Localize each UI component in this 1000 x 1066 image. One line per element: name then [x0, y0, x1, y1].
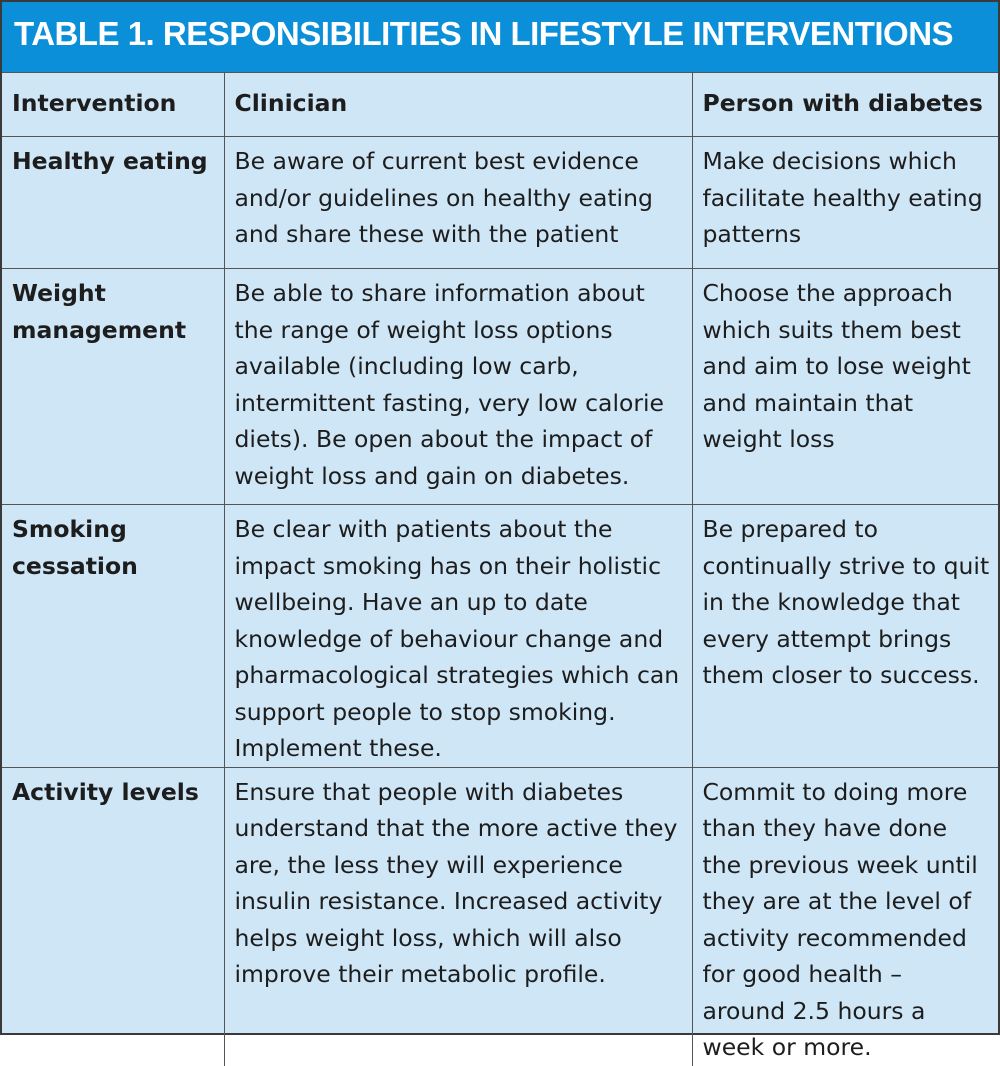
clinician-cell: Be aware of current best evidence and/or guidelines on healthy eating and share these with the patient	[224, 137, 692, 269]
table-row-healthy-eating	[2, 137, 998, 269]
table-title: TABLE 1. RESPONSIBILITIES IN LIFESTYLE INTERVENTIONS	[2, 2, 998, 72]
person-cell: Choose the approach which suits them best and aim to lose weight and maintain that weight loss	[692, 269, 998, 505]
header-person-with-diabetes: Person with diabetes	[692, 73, 998, 137]
table-row-activity-levels	[2, 767, 998, 1066]
person-cell: Commit to doing more than they have done the previous week until they are at the level of activity recommended for good health – around 2.5 hours a week or more.	[692, 767, 998, 1066]
person-cell: Make decisions which facilitate healthy eating patterns	[692, 137, 998, 269]
intervention-cell: Weight management	[2, 269, 224, 505]
header-row	[2, 73, 998, 137]
person-cell: Be prepared to continually strive to quit in the knowledge that every attempt brings them closer to success.	[692, 505, 998, 768]
table-row-weight-management	[2, 269, 998, 505]
clinician-cell: Be clear with patients about the impact smoking has on their holistic wellbeing. Have an up to date knowledge of behaviour change and pharmacological strategies which can support people to stop smoking. Implement these.	[224, 505, 692, 768]
clinician-cell: Ensure that people with diabetes understand that the more active they are, the less they will experience insulin resistance. Increased activity helps weight loss, which will also improve their metabolic profile.	[224, 767, 692, 1066]
header-intervention: Intervention	[2, 73, 224, 137]
intervention-cell: Smoking cessation	[2, 505, 224, 768]
intervention-cell: Healthy eating	[2, 137, 224, 269]
table-row-smoking-cessation	[2, 505, 998, 768]
header-clinician: Clinician	[224, 73, 692, 137]
responsibilities-table	[2, 72, 998, 1066]
clinician-cell: Be able to share information about the range of weight loss options available (including low carb, intermittent fasting, very low calorie diets). Be open about the impact of weight loss and gain on diabetes.	[224, 269, 692, 505]
intervention-cell: Activity levels	[2, 767, 224, 1066]
